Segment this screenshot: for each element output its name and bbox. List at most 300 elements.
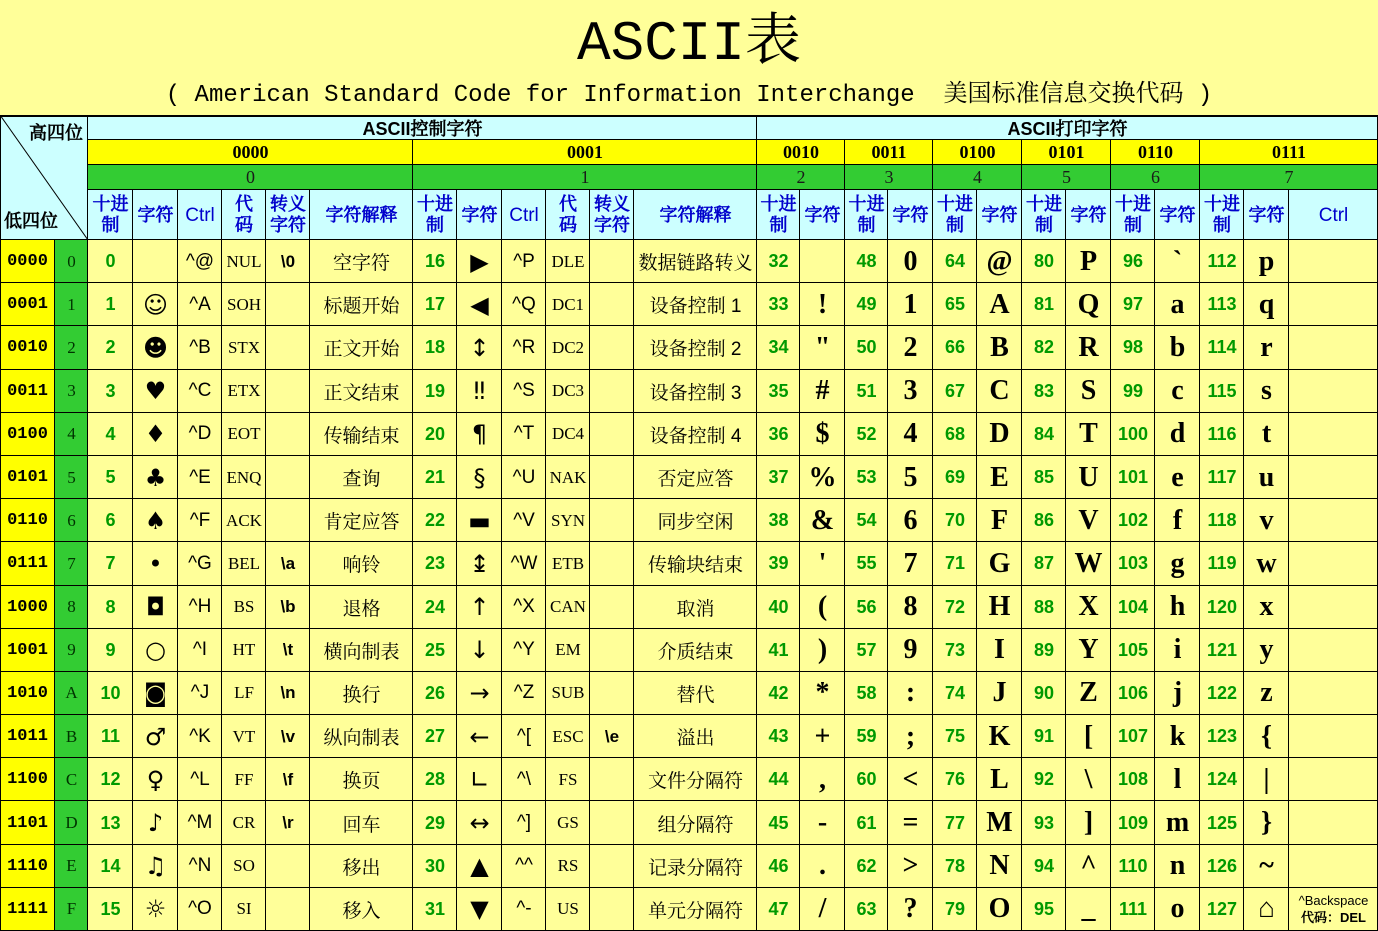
column-header-glyph <box>457 190 502 240</box>
control-ctrl-key-cell: ^O <box>178 888 222 931</box>
control-escape-sequence-cell <box>266 888 310 931</box>
printable-decimal-cell: 97 <box>1111 283 1155 326</box>
printable-glyph-cell: l <box>1155 758 1200 801</box>
printable-decimal-cell: 48 <box>845 240 888 283</box>
control-glyph-cell: • <box>133 542 178 585</box>
printable-decimal-cell: 126 <box>1200 845 1244 888</box>
control-description-cell: 传输块结束 <box>634 542 757 585</box>
low-bits-hex: A <box>55 672 88 715</box>
printable-glyph-cell: ) <box>800 629 845 672</box>
printable-decimal-cell: 39 <box>757 542 800 585</box>
control-ctrl-key-cell: ^C <box>178 370 222 413</box>
printable-glyph-cell: < <box>888 758 933 801</box>
column-header-label: 十进制 <box>760 194 797 235</box>
control-ctrl-key-cell: ^L <box>178 758 222 801</box>
control-abbreviation-cell: SI <box>222 888 266 931</box>
control-abbreviation-cell: CAN <box>546 586 590 629</box>
printable-glyph-cell: 6 <box>888 499 933 542</box>
printable-decimal-cell: 75 <box>933 715 977 758</box>
control-glyph-cell: ♂ <box>133 715 178 758</box>
printable-glyph-cell: j <box>1155 672 1200 715</box>
column-header-description <box>310 190 413 240</box>
low-bits-hex: 2 <box>55 326 88 369</box>
printable-decimal-cell: 108 <box>1111 758 1155 801</box>
printable-glyph-cell: H <box>977 586 1022 629</box>
column-header-escape-sequence <box>590 190 634 240</box>
printable-ctrl-cell <box>1289 283 1378 326</box>
printable-decimal-cell: 121 <box>1200 629 1244 672</box>
control-description-cell: 单元分隔符 <box>634 888 757 931</box>
low-bits-binary: 0100 <box>0 413 55 456</box>
control-ctrl-key-cell: ^Y <box>502 629 546 672</box>
control-section-header: ASCII控制字符 <box>88 115 757 140</box>
printable-glyph-cell: 3 <box>888 370 933 413</box>
control-description-cell: 查询 <box>310 456 413 499</box>
printable-ctrl-cell <box>1289 413 1378 456</box>
page-subtitle: ( American Standard Code for Information Interchange 美国标准信息交换代码 ) <box>165 82 1213 109</box>
control-escape-sequence-cell <box>590 326 634 369</box>
printable-glyph-cell: g <box>1155 542 1200 585</box>
control-abbreviation-cell: EOT <box>222 413 266 456</box>
control-glyph-cell: ¶ <box>457 413 502 456</box>
column-header-label: 字符解释 <box>325 204 398 225</box>
printable-section-header: ASCII打印字符 <box>757 115 1378 140</box>
control-ctrl-key-cell: ^R <box>502 326 546 369</box>
column-header-ctrl-key <box>1289 190 1378 240</box>
control-glyph-cell <box>133 240 178 283</box>
column-header-label: 字符 <box>804 204 841 225</box>
delete-ctrl-key: ^Backspace <box>1298 893 1369 909</box>
control-escape-sequence-cell <box>590 672 634 715</box>
printable-glyph-cell: * <box>800 672 845 715</box>
printable-decimal-cell: 67 <box>933 370 977 413</box>
control-glyph-cell: ♦ <box>133 413 178 456</box>
printable-glyph-cell: V <box>1066 499 1111 542</box>
printable-decimal-cell: 32 <box>757 240 800 283</box>
control-description-cell: 换行 <box>310 672 413 715</box>
printable-glyph-cell: U <box>1066 456 1111 499</box>
control-escape-sequence-cell: \b <box>266 586 310 629</box>
control-description-cell: 肯定应答 <box>310 499 413 542</box>
printable-glyph-cell: h <box>1155 586 1200 629</box>
printable-decimal-cell: 47 <box>757 888 800 931</box>
printable-glyph-cell: G <box>977 542 1022 585</box>
printable-decimal-cell: 70 <box>933 499 977 542</box>
control-ctrl-key-cell: ^B <box>178 326 222 369</box>
low-bits-hex: F <box>55 888 88 931</box>
printable-decimal-cell: 106 <box>1111 672 1155 715</box>
printable-decimal-cell: 95 <box>1022 888 1066 931</box>
control-glyph-cell: ∟ <box>457 758 502 801</box>
low-bits-binary: 0101 <box>0 456 55 499</box>
printable-ctrl-cell <box>1289 370 1378 413</box>
printable-decimal-cell: 83 <box>1022 370 1066 413</box>
low-bits-hex: 0 <box>55 240 88 283</box>
control-ctrl-key-cell: ^K <box>178 715 222 758</box>
printable-glyph-cell: f <box>1155 499 1200 542</box>
control-glyph-cell: ↑ <box>457 586 502 629</box>
control-ctrl-key-cell: ^F <box>178 499 222 542</box>
printable-glyph-cell: 9 <box>888 629 933 672</box>
control-description-cell: 标题开始 <box>310 283 413 326</box>
low-bits-binary: 1101 <box>0 801 55 844</box>
printable-glyph-cell: R <box>1066 326 1111 369</box>
control-decimal-cell: 28 <box>413 758 457 801</box>
printable-decimal-cell: 119 <box>1200 542 1244 585</box>
high-bits-binary-label: 0011 <box>845 140 933 165</box>
control-decimal-cell: 21 <box>413 456 457 499</box>
control-abbreviation-cell: BS <box>222 586 266 629</box>
low-bits-hex: E <box>55 845 88 888</box>
printable-decimal-cell: 91 <box>1022 715 1066 758</box>
printable-decimal-cell: 100 <box>1111 413 1155 456</box>
column-header-label: 十进制 <box>1025 194 1062 235</box>
control-decimal-cell: 13 <box>88 801 133 844</box>
control-description-cell: 传输结束 <box>310 413 413 456</box>
printable-ctrl-cell <box>1289 240 1378 283</box>
control-description-cell: 换页 <box>310 758 413 801</box>
column-header-glyph <box>1066 190 1111 240</box>
ascii-table <box>0 115 1378 931</box>
high-bits-hex-label: 3 <box>845 165 933 190</box>
control-abbreviation-cell: US <box>546 888 590 931</box>
control-escape-sequence-cell <box>266 456 310 499</box>
control-escape-sequence-cell: \a <box>266 542 310 585</box>
printable-glyph-cell: " <box>800 326 845 369</box>
control-abbreviation-cell: ESC <box>546 715 590 758</box>
printable-decimal-cell: 94 <box>1022 845 1066 888</box>
column-header-label: 转义字符 <box>269 194 306 235</box>
printable-decimal-cell: 36 <box>757 413 800 456</box>
low-bits-hex: 5 <box>55 456 88 499</box>
control-glyph-cell: ↨ <box>457 542 502 585</box>
column-header-description <box>634 190 757 240</box>
printable-decimal-cell: 88 <box>1022 586 1066 629</box>
control-glyph-cell: ▶ <box>457 240 502 283</box>
low-bits-binary: 1110 <box>0 845 55 888</box>
control-description-cell: 替代 <box>634 672 757 715</box>
printable-decimal-cell: 57 <box>845 629 888 672</box>
printable-glyph-cell: S <box>1066 370 1111 413</box>
control-escape-sequence-cell <box>266 413 310 456</box>
printable-decimal-cell: 61 <box>845 801 888 844</box>
printable-decimal-cell: 62 <box>845 845 888 888</box>
printable-decimal-cell: 124 <box>1200 758 1244 801</box>
control-abbreviation-cell: LF <box>222 672 266 715</box>
printable-decimal-cell: 101 <box>1111 456 1155 499</box>
printable-decimal-cell: 111 <box>1111 888 1155 931</box>
printable-decimal-cell: 33 <box>757 283 800 326</box>
control-decimal-cell: 4 <box>88 413 133 456</box>
low-bits-binary: 0001 <box>0 283 55 326</box>
low-bits-binary: 1100 <box>0 758 55 801</box>
control-decimal-cell: 7 <box>88 542 133 585</box>
printable-glyph-cell: ; <box>888 715 933 758</box>
column-header-label: 字符 <box>137 204 174 225</box>
control-abbreviation-cell: VT <box>222 715 266 758</box>
printable-decimal-cell: 76 <box>933 758 977 801</box>
control-abbreviation-cell: ENQ <box>222 456 266 499</box>
printable-decimal-cell: 73 <box>933 629 977 672</box>
printable-decimal-cell: 90 <box>1022 672 1066 715</box>
control-ctrl-key-cell: ^D <box>178 413 222 456</box>
printable-decimal-cell: 127 <box>1200 888 1244 931</box>
control-abbreviation-cell: NAK <box>546 456 590 499</box>
control-ctrl-key-cell: ^S <box>502 370 546 413</box>
column-header-decimal <box>88 190 133 240</box>
high-bits-hex-label: 0 <box>88 165 413 190</box>
control-ctrl-key-cell: ^T <box>502 413 546 456</box>
low-bits-hex: 7 <box>55 542 88 585</box>
control-escape-sequence-cell: \e <box>590 715 634 758</box>
printable-glyph-cell: J <box>977 672 1022 715</box>
control-abbreviation-cell: DC2 <box>546 326 590 369</box>
control-decimal-cell: 3 <box>88 370 133 413</box>
printable-glyph-cell: ! <box>800 283 845 326</box>
column-header-glyph <box>888 190 933 240</box>
printable-decimal-cell: 113 <box>1200 283 1244 326</box>
control-glyph-cell: ○ <box>133 629 178 672</box>
control-ctrl-key-cell: ^J <box>178 672 222 715</box>
control-glyph-cell: ☺ <box>133 283 178 326</box>
control-ctrl-key-cell: ^Z <box>502 672 546 715</box>
printable-decimal-cell: 87 <box>1022 542 1066 585</box>
printable-glyph-cell: > <box>888 845 933 888</box>
high-bits-binary-label: 0100 <box>933 140 1022 165</box>
printable-glyph-cell: ' <box>800 542 845 585</box>
control-escape-sequence-cell: \n <box>266 672 310 715</box>
control-ctrl-key-cell: ^A <box>178 283 222 326</box>
high-bits-binary-label: 0001 <box>413 140 757 165</box>
column-header-label: 字符 <box>461 204 498 225</box>
control-glyph-cell: ☻ <box>133 326 178 369</box>
printable-decimal-cell: 34 <box>757 326 800 369</box>
printable-decimal-cell: 107 <box>1111 715 1155 758</box>
printable-decimal-cell: 78 <box>933 845 977 888</box>
control-ctrl-key-cell: ^I <box>178 629 222 672</box>
control-escape-sequence-cell <box>590 413 634 456</box>
control-description-cell: 响铃 <box>310 542 413 585</box>
printable-decimal-cell: 102 <box>1111 499 1155 542</box>
control-abbreviation-cell: EM <box>546 629 590 672</box>
column-header-label: Ctrl <box>1318 204 1349 226</box>
column-header-label: 字符解释 <box>659 204 732 225</box>
control-abbreviation-cell: NUL <box>222 240 266 283</box>
printable-decimal-cell: 35 <box>757 370 800 413</box>
low-bits-hex: C <box>55 758 88 801</box>
control-decimal-cell: 30 <box>413 845 457 888</box>
column-header-label: 代码 <box>234 194 253 235</box>
column-header-decimal <box>933 190 977 240</box>
column-header-abbreviation <box>546 190 590 240</box>
printable-glyph-cell: x <box>1244 586 1289 629</box>
printable-decimal-cell: 74 <box>933 672 977 715</box>
control-description-cell: 横向制表 <box>310 629 413 672</box>
printable-glyph-cell: K <box>977 715 1022 758</box>
column-header-label: 十进制 <box>1203 194 1240 235</box>
high-bits-binary-label: 0101 <box>1022 140 1111 165</box>
printable-decimal-cell: 99 <box>1111 370 1155 413</box>
control-description-cell: 正文开始 <box>310 326 413 369</box>
control-abbreviation-cell: HT <box>222 629 266 672</box>
printable-ctrl-cell <box>1289 586 1378 629</box>
high-bits-hex-label: 7 <box>1200 165 1378 190</box>
printable-glyph-cell: Q <box>1066 283 1111 326</box>
printable-decimal-cell: 117 <box>1200 456 1244 499</box>
column-header-label: 代码 <box>558 194 577 235</box>
printable-decimal-cell: 122 <box>1200 672 1244 715</box>
control-ctrl-key-cell: ^N <box>178 845 222 888</box>
printable-ctrl-cell <box>1289 845 1378 888</box>
page-title: ASCII表 <box>576 12 802 76</box>
control-escape-sequence-cell <box>590 888 634 931</box>
printable-glyph-cell: Y <box>1066 629 1111 672</box>
printable-glyph-cell: % <box>800 456 845 499</box>
low-bits-binary: 1010 <box>0 672 55 715</box>
printable-glyph-cell: { <box>1244 715 1289 758</box>
printable-glyph-cell: v <box>1244 499 1289 542</box>
printable-glyph-cell: ~ <box>1244 845 1289 888</box>
printable-ctrl-cell <box>1289 542 1378 585</box>
control-ctrl-key-cell: ^@ <box>178 240 222 283</box>
control-description-cell: 纵向制表 <box>310 715 413 758</box>
control-abbreviation-cell: FS <box>546 758 590 801</box>
printable-decimal-cell: 71 <box>933 542 977 585</box>
printable-glyph-cell: c <box>1155 370 1200 413</box>
printable-decimal-cell: 109 <box>1111 801 1155 844</box>
printable-glyph-cell: I <box>977 629 1022 672</box>
control-abbreviation-cell: FF <box>222 758 266 801</box>
printable-glyph-cell: t <box>1244 413 1289 456</box>
low-bits-hex: 8 <box>55 586 88 629</box>
control-description-cell: 记录分隔符 <box>634 845 757 888</box>
printable-ctrl-cell <box>1289 672 1378 715</box>
printable-glyph-cell: i <box>1155 629 1200 672</box>
control-escape-sequence-cell: \t <box>266 629 310 672</box>
column-header-ctrl-key <box>178 190 222 240</box>
printable-decimal-cell: 116 <box>1200 413 1244 456</box>
printable-glyph-cell: , <box>800 758 845 801</box>
control-description-cell: 文件分隔符 <box>634 758 757 801</box>
printable-glyph-cell: b <box>1155 326 1200 369</box>
control-glyph-cell: ◀ <box>457 283 502 326</box>
printable-decimal-cell: 96 <box>1111 240 1155 283</box>
control-escape-sequence-cell <box>590 283 634 326</box>
control-decimal-cell: 20 <box>413 413 457 456</box>
control-abbreviation-cell: RS <box>546 845 590 888</box>
printable-glyph-cell: s <box>1244 370 1289 413</box>
control-description-cell: 否定应答 <box>634 456 757 499</box>
control-decimal-cell: 22 <box>413 499 457 542</box>
printable-ctrl-cell <box>1289 326 1378 369</box>
column-header-label: 十进制 <box>1114 194 1151 235</box>
control-abbreviation-cell: DC1 <box>546 283 590 326</box>
column-header-decimal <box>413 190 457 240</box>
printable-decimal-cell: 92 <box>1022 758 1066 801</box>
printable-decimal-cell: 40 <box>757 586 800 629</box>
printable-glyph-cell: . <box>800 845 845 888</box>
control-decimal-cell: 16 <box>413 240 457 283</box>
printable-decimal-cell: 118 <box>1200 499 1244 542</box>
control-decimal-cell: 24 <box>413 586 457 629</box>
control-description-cell: 介质结束 <box>634 629 757 672</box>
printable-glyph-cell: 4 <box>888 413 933 456</box>
printable-glyph-cell: e <box>1155 456 1200 499</box>
control-glyph-cell: ♣ <box>133 456 178 499</box>
control-decimal-cell: 9 <box>88 629 133 672</box>
control-escape-sequence-cell <box>590 499 634 542</box>
control-glyph-cell: ↔ <box>457 801 502 844</box>
printable-decimal-cell: 51 <box>845 370 888 413</box>
low-bits-hex: 1 <box>55 283 88 326</box>
printable-decimal-cell: 50 <box>845 326 888 369</box>
high-bits-hex-label: 4 <box>933 165 1022 190</box>
printable-glyph-cell: q <box>1244 283 1289 326</box>
control-description-cell: 设备控制 3 <box>634 370 757 413</box>
printable-glyph-cell: 8 <box>888 586 933 629</box>
control-description-cell: 移入 <box>310 888 413 931</box>
control-decimal-cell: 23 <box>413 542 457 585</box>
low-bits-binary: 0111 <box>0 542 55 585</box>
control-decimal-cell: 14 <box>88 845 133 888</box>
printable-glyph-cell: 7 <box>888 542 933 585</box>
printable-glyph-cell: N <box>977 845 1022 888</box>
control-escape-sequence-cell <box>590 370 634 413</box>
control-abbreviation-cell: STX <box>222 326 266 369</box>
control-abbreviation-cell: DLE <box>546 240 590 283</box>
control-decimal-cell: 6 <box>88 499 133 542</box>
printable-glyph-cell: 5 <box>888 456 933 499</box>
printable-glyph-cell: } <box>1244 801 1289 844</box>
printable-decimal-cell: 58 <box>845 672 888 715</box>
printable-decimal-cell: 103 <box>1111 542 1155 585</box>
printable-glyph-cell: ^ <box>1066 845 1111 888</box>
control-ctrl-key-cell: ^X <box>502 586 546 629</box>
printable-decimal-cell: 37 <box>757 456 800 499</box>
control-description-cell: 设备控制 2 <box>634 326 757 369</box>
printable-glyph-cell: A <box>977 283 1022 326</box>
printable-decimal-cell: 46 <box>757 845 800 888</box>
column-header-label: 字符 <box>892 204 929 225</box>
printable-ctrl-cell <box>1289 888 1378 931</box>
printable-glyph-cell: r <box>1244 326 1289 369</box>
column-header-decimal <box>1111 190 1155 240</box>
printable-glyph-cell: o <box>1155 888 1200 931</box>
high-bits-binary-label: 0110 <box>1111 140 1200 165</box>
printable-ctrl-cell <box>1289 499 1378 542</box>
control-ctrl-key-cell: ^- <box>502 888 546 931</box>
printable-glyph-cell: # <box>800 370 845 413</box>
printable-decimal-cell: 43 <box>757 715 800 758</box>
control-glyph-cell: → <box>457 672 502 715</box>
control-abbreviation-cell: SOH <box>222 283 266 326</box>
printable-glyph-cell: 0 <box>888 240 933 283</box>
printable-decimal-cell: 38 <box>757 499 800 542</box>
printable-decimal-cell: 53 <box>845 456 888 499</box>
printable-glyph-cell: ⌂ <box>1244 888 1289 931</box>
column-header-label: 转义字符 <box>593 194 630 235</box>
column-header-label: 字符 <box>1070 204 1107 225</box>
control-ctrl-key-cell: ^P <box>502 240 546 283</box>
column-header-label: 十进制 <box>92 194 129 235</box>
control-decimal-cell: 27 <box>413 715 457 758</box>
printable-glyph-cell: T <box>1066 413 1111 456</box>
low-bits-label: 低四位 <box>4 211 58 231</box>
control-decimal-cell: 8 <box>88 586 133 629</box>
control-escape-sequence-cell <box>590 456 634 499</box>
printable-decimal-cell: 98 <box>1111 326 1155 369</box>
control-glyph-cell: ♠ <box>133 499 178 542</box>
